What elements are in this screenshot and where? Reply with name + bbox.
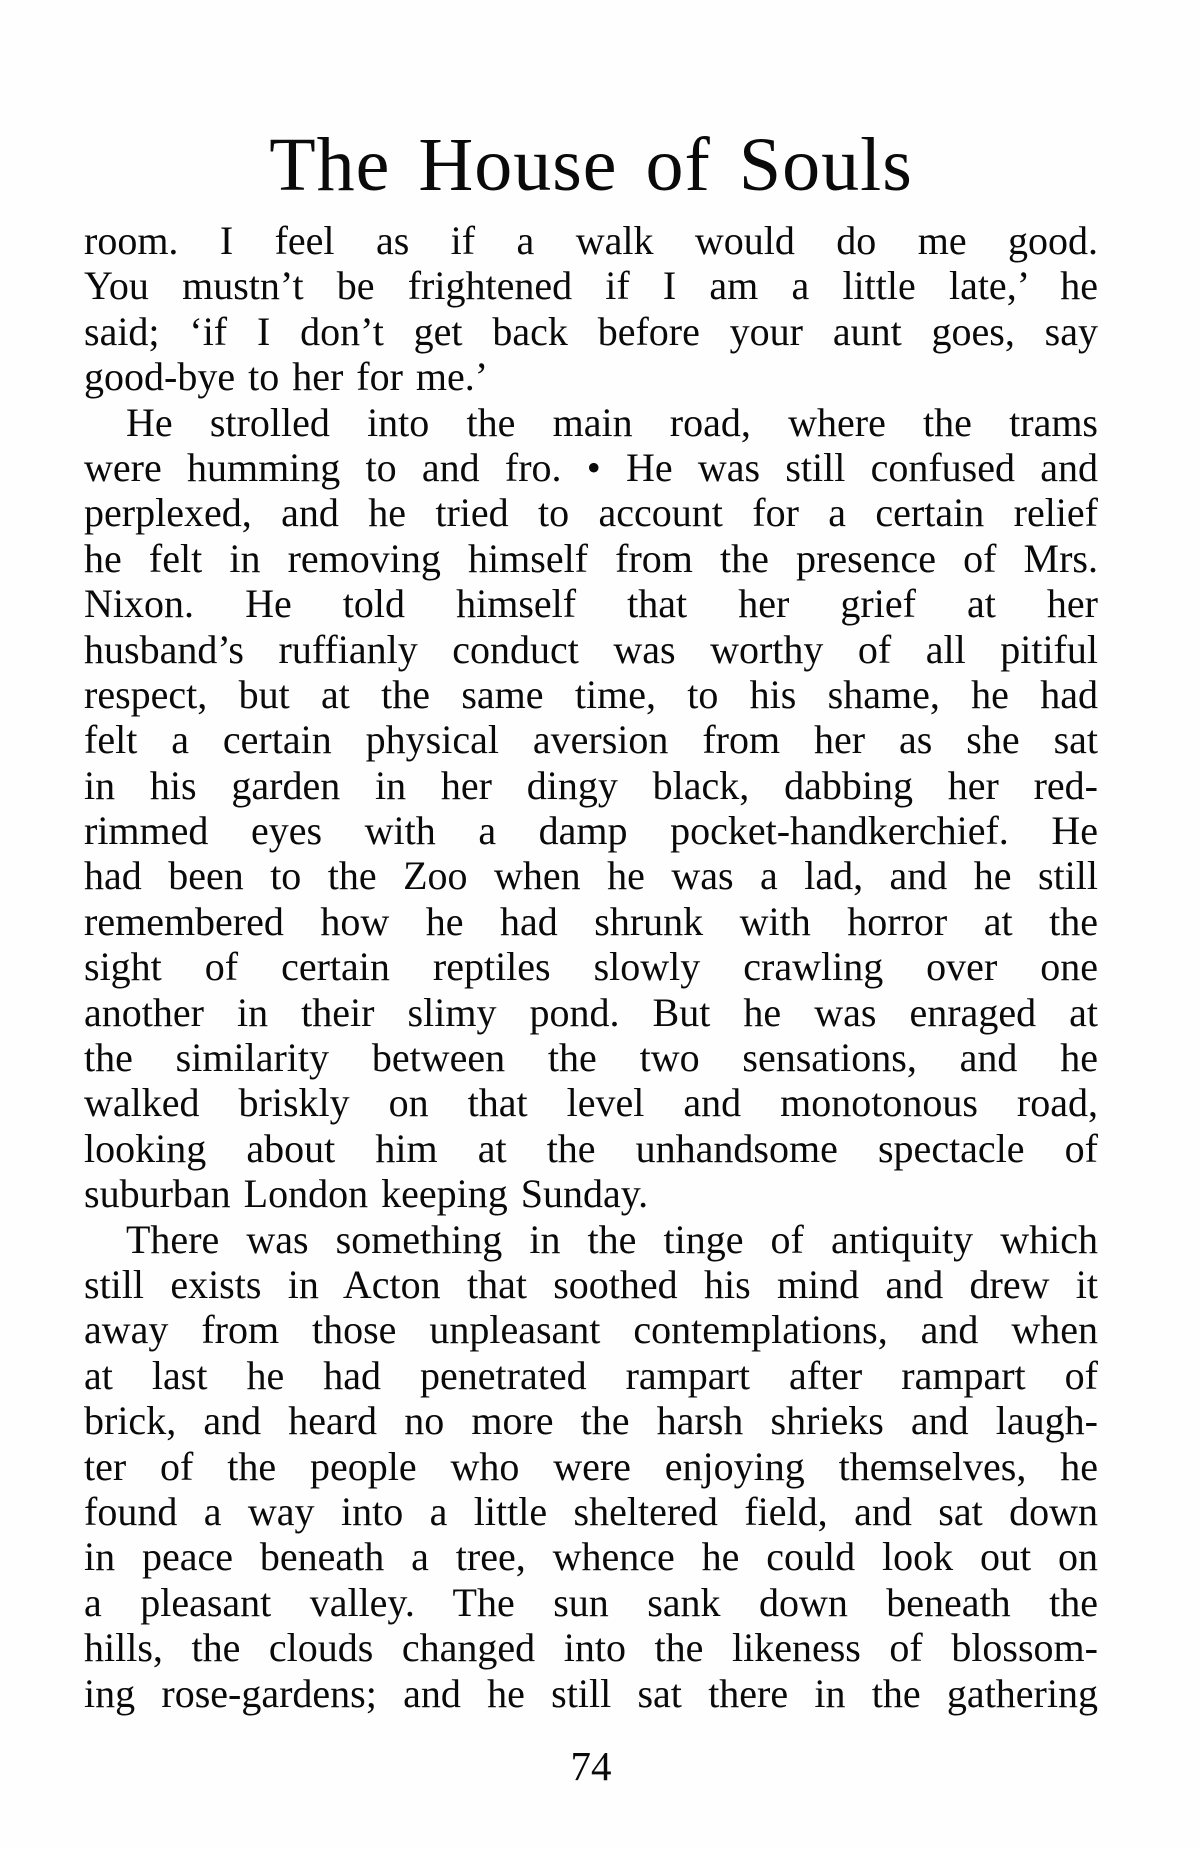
text-line: walked briskly on that level and monotonous road, <box>84 1080 1098 1126</box>
text-line: a pleasant valley. The sun sank down beneath the <box>84 1579 1098 1625</box>
body-text <box>84 218 1098 1716</box>
text-line: good-bye to her for me.’ <box>84 354 489 400</box>
text-line: at last he had penetrated rampart after rampart of <box>84 1352 1098 1398</box>
text-line: ing rose-gardens; and he still sat there in the gathering <box>84 1670 1098 1716</box>
page-number: 74 <box>570 1743 612 1789</box>
text-line: remembered how he had shrunk with horror at the <box>84 898 1098 944</box>
text-line: in peace beneath a tree, whence he could look out on <box>84 1534 1098 1580</box>
text-line: looking about him at the unhandsome spectacle of <box>84 1125 1098 1171</box>
text-line: perplexed, and he tried to account for a certain relief <box>84 490 1098 536</box>
text-line: brick, and heard no more the harsh shrieks and laugh- <box>84 1398 1098 1444</box>
text-line: another in their slimy pond. But he was enraged at <box>84 989 1098 1035</box>
page-title: The House of Souls <box>269 123 913 207</box>
text-line: You mustn’t be frightened if I am a little late,’ he <box>84 263 1098 309</box>
text-line: respect, but at the same time, to his shame, he had <box>84 671 1098 717</box>
text-line: were humming to and fro. • He was still confused and <box>84 444 1098 490</box>
text-line: Nixon. He told himself that her grief at her <box>84 581 1098 627</box>
text-line: the similarity between the two sensations, and he <box>84 1035 1098 1081</box>
text-line: found a way into a little sheltered field, and sat down <box>84 1488 1098 1534</box>
text-line: He strolled into the main road, where the trams <box>126 399 1098 445</box>
text-line: room. I feel as if a walk would do me good. <box>84 218 1098 263</box>
text-line: husband’s ruffianly conduct was worthy of all pitiful <box>84 626 1098 672</box>
text-line: said; ‘if I don’t get back before your aunt goes, say <box>84 308 1098 354</box>
text-line: he felt in removing himself from the presence of Mrs. <box>84 535 1098 581</box>
text-line: hills, the clouds changed into the likeness of blossom- <box>84 1625 1098 1671</box>
text-line: felt a certain physical aversion from her as she sat <box>84 717 1098 763</box>
text-line: There was something in the tinge of antiquity which <box>126 1216 1098 1262</box>
text-line: ter of the people who were enjoying themselves, he <box>84 1443 1098 1489</box>
text-line: sight of certain reptiles slowly crawling over one <box>84 944 1098 990</box>
text-line: in his garden in her dingy black, dabbing her red- <box>84 762 1098 808</box>
text-line: away from those unpleasant contemplations, and when <box>84 1307 1098 1353</box>
text-line: suburban London keeping Sunday. <box>84 1171 649 1217</box>
text-line: rimmed eyes with a damp pocket-handkerchief. He <box>84 808 1098 854</box>
text-line: still exists in Acton that soothed his mind and drew it <box>84 1261 1098 1307</box>
text-line: had been to the Zoo when he was a lad, and he still <box>84 853 1098 899</box>
